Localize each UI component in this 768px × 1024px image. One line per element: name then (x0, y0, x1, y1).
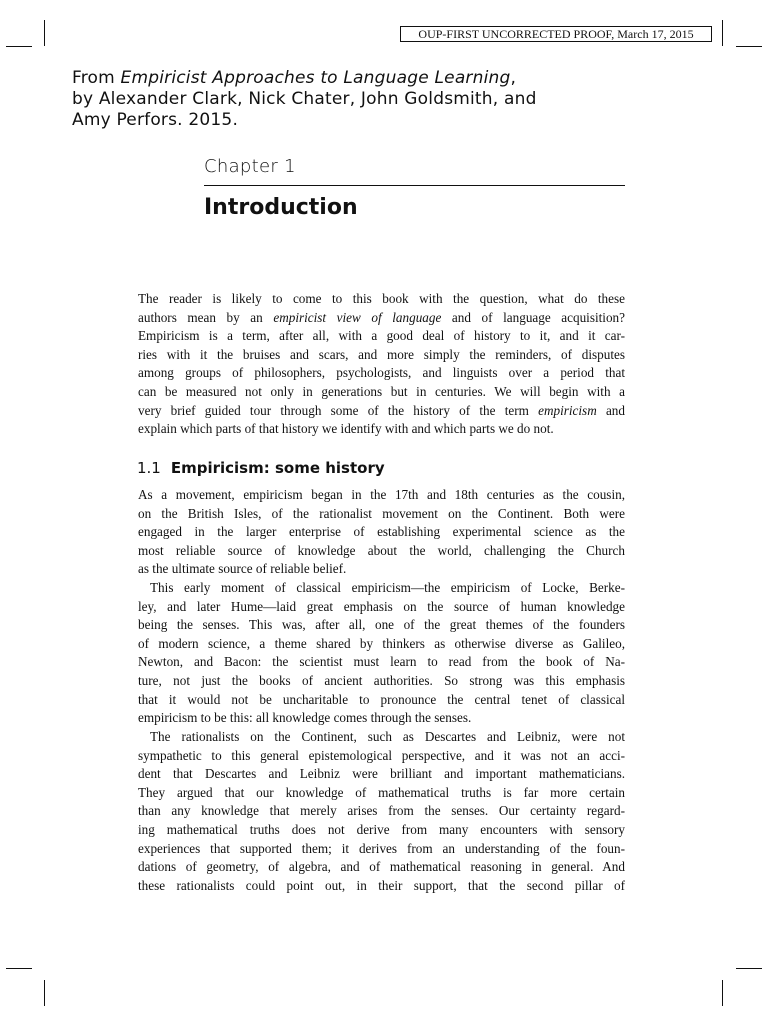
text-line: sympathetic to this general epistemological perspective, and it was not an acci- (138, 747, 625, 763)
text-line: than any knowledge that merely arises from the senses. Our certainty regard- (138, 803, 625, 819)
text-line: most reliable source of knowledge about the world, challenging the Church (138, 542, 625, 558)
section-title: Empiricism: some history (170, 459, 385, 477)
text-line: explain which parts of that history we identify with and which parts we do not. (138, 421, 554, 437)
text-line: This early moment of classical empiricism—the empiricism of Locke, Berke- (150, 580, 625, 595)
crop-mark-bottom-left (44, 980, 45, 1006)
crop-mark-top-right (722, 20, 723, 46)
text-line: ries with it the bruises and scars, and more simply the reminders, of disputes (138, 346, 625, 362)
text-line: ture, not just the books of ancient authorities. So strong was this emphasis (138, 672, 625, 688)
text-line: The reader is likely to come to this book with the question, what do these (138, 291, 625, 306)
text-line: The rationalists on the Continent, such as Descartes and Leibniz, were not (150, 729, 625, 744)
crop-mark-bottom-right (722, 980, 723, 1006)
text-line: that it would not be uncharitable to pronounce the central tenet of classical (138, 691, 625, 707)
source-note (72, 68, 632, 131)
text-line: as the ultimate source of reliable belief. (138, 561, 347, 577)
chapter-label: Chapter 1 (204, 156, 296, 177)
text-line: They argued that our knowledge of mathematical truths is far more certain (138, 784, 625, 800)
text-line: As a movement, empiricism began in the 17th and 18th centuries as the cousin, (138, 487, 625, 502)
source-note-line-1: From Empiricist Approaches to Language Learning, (72, 68, 517, 88)
text-line: among groups of philosophers, psychologists, and linguists over a period that (138, 365, 625, 381)
text-line: experiences that supported them; it derives from an understanding of the foun- (138, 840, 625, 856)
text-line: engaged in the larger enterprise of establishing experimental science as the (138, 524, 625, 540)
text-line: ing mathematical truths does not derive from many encounters with sensory (138, 821, 625, 837)
proof-stamp: OUP-FIRST UNCORRECTED PROOF, March 17, 2015 (400, 26, 712, 42)
text-line: dent that Descartes and Leibniz were brilliant and important mathematicians. (138, 766, 625, 782)
text-line: Newton, and Bacon: the scientist must learn to read from the book of Na- (138, 654, 625, 670)
text-line: on the British Isles, of the rationalist movement on the Continent. Both were (138, 505, 625, 521)
book-title: Empiricist Approaches to Language Learning (120, 68, 511, 88)
body-paragraph-3 (138, 728, 625, 895)
text-line: ley, and later Hume—laid great emphasis on the source of human knowledge (138, 598, 625, 614)
crop-mark-top-left (44, 20, 45, 46)
text-line: Empiricism is a term, after all, with a good deal of history to it, and it car- (138, 328, 625, 344)
body-paragraph-1 (138, 486, 625, 579)
text-line: dations of geometry, of algebra, and of mathematical reasoning in general. And (138, 859, 625, 875)
crop-mark-bottom-right-h (736, 968, 762, 969)
text-line: these rationalists could point out, in their support, that the second pillar of (138, 877, 625, 893)
text-line: empiricism to be this: all knowledge comes through the senses. (138, 710, 472, 726)
text-line: of modern science, a theme shared by thinkers as otherwise diverse as Galileo, (138, 635, 625, 651)
section-number: 1.1 (137, 459, 161, 477)
source-note-line-3: Amy Perfors. 2015. (72, 110, 239, 130)
crop-mark-top-left-h (6, 46, 32, 47)
crop-mark-top-right-h (736, 46, 762, 47)
crop-mark-bottom-left-h (6, 968, 32, 969)
text-line: very brief guided tour through some of the history of the term empiricism and (138, 402, 625, 418)
chapter-title: Introduction (204, 195, 358, 220)
source-note-line-2: by Alexander Clark, Nick Chater, John Goldsmith, and (72, 89, 537, 109)
text-line: can be measured not only in generations but in centuries. We will begin with a (138, 383, 625, 399)
intro-paragraph (138, 290, 625, 439)
section-heading (137, 459, 385, 477)
text-line: being the senses. This was, after all, one of the great themes of the founders (138, 617, 625, 633)
body-paragraph-2 (138, 579, 625, 728)
chapter-rule (204, 185, 625, 186)
text-line: authors mean by an empiricist view of language and of language acquisition? (138, 309, 626, 325)
